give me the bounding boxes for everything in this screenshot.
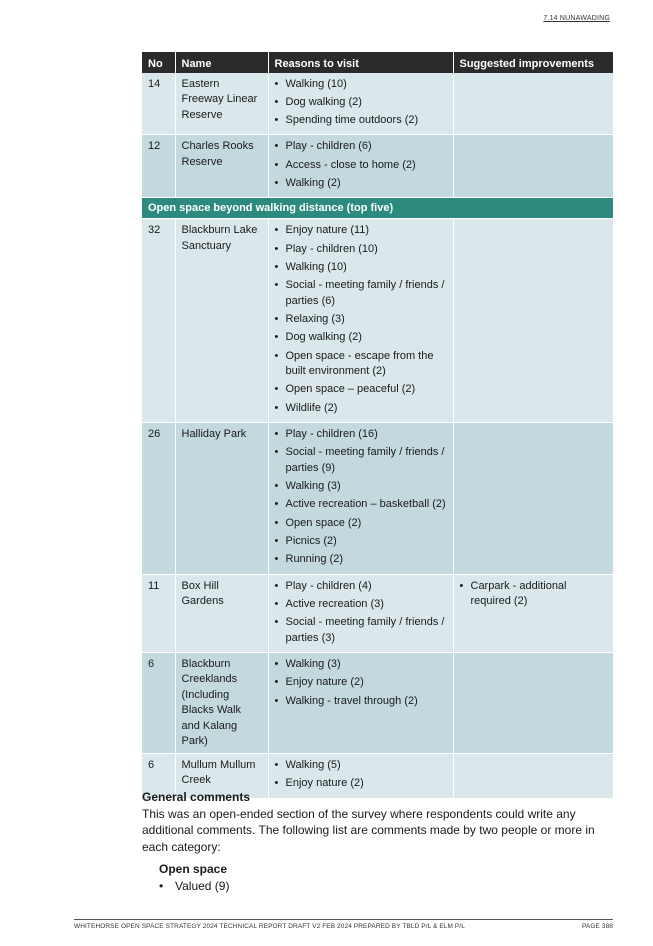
- list-item: • Walking (10): [275, 260, 447, 276]
- list-item: • Active recreation – basketball (2): [275, 497, 447, 513]
- list-item: • Relaxing (3): [275, 312, 447, 328]
- table-row: [142, 574, 613, 652]
- row-number: 6: [142, 652, 175, 753]
- list-item: • Social - meeting family / friends / parties (9): [275, 445, 447, 476]
- table-row: [142, 219, 613, 423]
- improvements-cell: [453, 574, 613, 652]
- list-item: • Enjoy nature (2): [275, 675, 447, 691]
- row-number: 26: [142, 422, 175, 574]
- list-item: • Wildlife (2): [275, 401, 447, 417]
- list-item: • Walking (3): [275, 657, 447, 673]
- header-reasons: Reasons to visit: [268, 52, 453, 73]
- reasons-cell-list: [275, 223, 447, 416]
- page-footer: [74, 923, 613, 930]
- open-space-name: Halliday Park: [175, 422, 268, 574]
- list-item: • Spending time outdoors (2): [275, 113, 447, 129]
- reasons-cell-list: [275, 657, 447, 709]
- section-title: Open space beyond walking distance (top five): [142, 198, 613, 219]
- header-name: Name: [175, 52, 268, 73]
- header-improvements: Suggested improvements: [453, 52, 613, 73]
- page-number: PAGE 388: [581, 923, 613, 930]
- footer-text: WHITEHORSE OPEN SPACE STRATEGY 2024 TECHNICAL REPORT DRAFT V2 FEB 2024 PREPARED BY TBLD P/L & ELM P/L: [74, 923, 465, 930]
- row-number: 32: [142, 219, 175, 423]
- list-item: • Open space – peaceful (2): [275, 382, 447, 398]
- reasons-cell: [268, 219, 453, 423]
- list-item: • Dog walking (2): [275, 330, 447, 346]
- list-item: • Valued (9): [142, 878, 602, 895]
- list-item: • Social - meeting family / friends / parties (6): [275, 278, 447, 309]
- table-row: [142, 652, 613, 753]
- improvements-cell: [453, 652, 613, 753]
- table-row: [142, 422, 613, 574]
- reasons-cell-list: [275, 427, 447, 568]
- reasons-cell-list: [275, 758, 447, 792]
- open-space-name: Mullum Mullum Creek: [175, 753, 268, 798]
- list-item: • Open space (2): [275, 516, 447, 532]
- general-comments-heading: General comments: [142, 790, 251, 804]
- list-item: • Walking (3): [275, 479, 447, 495]
- row-number: 11: [142, 574, 175, 652]
- open-space-subheading: Open space: [159, 862, 228, 876]
- header-no: No: [142, 52, 175, 73]
- reasons-table: [142, 52, 613, 799]
- list-item: • Carpark - additional required (2): [460, 579, 608, 610]
- list-item: • Open space - escape from the built environment (2): [275, 349, 447, 380]
- improvements-cell: [453, 135, 613, 198]
- reasons-cell-list: [275, 579, 447, 647]
- open-space-list: [142, 878, 602, 895]
- row-number: 6: [142, 753, 175, 798]
- improvements-cell: [453, 73, 613, 135]
- table-row: [142, 135, 613, 198]
- list-item: • Dog walking (2): [275, 95, 447, 111]
- open-space-name: Blackburn Lake Sanctuary: [175, 219, 268, 423]
- reasons-cell: [268, 574, 453, 652]
- reasons-cell-list: [275, 77, 447, 129]
- list-item: • Active recreation (3): [275, 597, 447, 613]
- list-item: • Play - children (4): [275, 579, 447, 595]
- footer-divider: [74, 919, 613, 920]
- general-comments-paragraph: This was an open-ended section of the survey where respondents could write any additional comments. The following list are comments made by two people or more in each category:: [142, 806, 595, 854]
- running-header: 7.14 NUNAWADING: [543, 15, 610, 22]
- list-item: • Walking (10): [275, 77, 447, 93]
- list-item: • Play - children (10): [275, 242, 447, 258]
- improvements-cell: [453, 422, 613, 574]
- row-number: 12: [142, 135, 175, 198]
- table-row: [142, 73, 613, 135]
- section-row: [142, 198, 613, 219]
- reasons-cell: [268, 652, 453, 753]
- list-item: • Walking (2): [275, 176, 447, 192]
- list-item: • Social - meeting family / friends / parties (3): [275, 615, 447, 646]
- list-item: • Walking (5): [275, 758, 447, 774]
- list-item: • Enjoy nature (2): [275, 776, 447, 792]
- list-item: • Play - children (6): [275, 139, 447, 155]
- open-space-name: Blackburn Creeklands (Including Blacks Walk and Kalang Park): [175, 652, 268, 753]
- improvements-cell-list: [460, 579, 608, 610]
- reasons-cell-list: [275, 139, 447, 191]
- list-item: • Walking - travel through (2): [275, 694, 447, 710]
- open-space-name: Box Hill Gardens: [175, 574, 268, 652]
- reasons-cell: [268, 73, 453, 135]
- list-item: • Access - close to home (2): [275, 158, 447, 174]
- general-comments-section: [142, 789, 602, 894]
- list-item: • Play - children (16): [275, 427, 447, 443]
- list-item: • Enjoy nature (11): [275, 223, 447, 239]
- improvements-cell: [453, 219, 613, 423]
- reasons-cell: [268, 422, 453, 574]
- list-item: • Running (2): [275, 552, 447, 568]
- open-space-name: Eastern Freeway Linear Reserve: [175, 73, 268, 135]
- open-space-name: Charles Rooks Reserve: [175, 135, 268, 198]
- reasons-cell: [268, 135, 453, 198]
- table-header-row: [142, 52, 613, 73]
- list-item: • Picnics (2): [275, 534, 447, 550]
- row-number: 14: [142, 73, 175, 135]
